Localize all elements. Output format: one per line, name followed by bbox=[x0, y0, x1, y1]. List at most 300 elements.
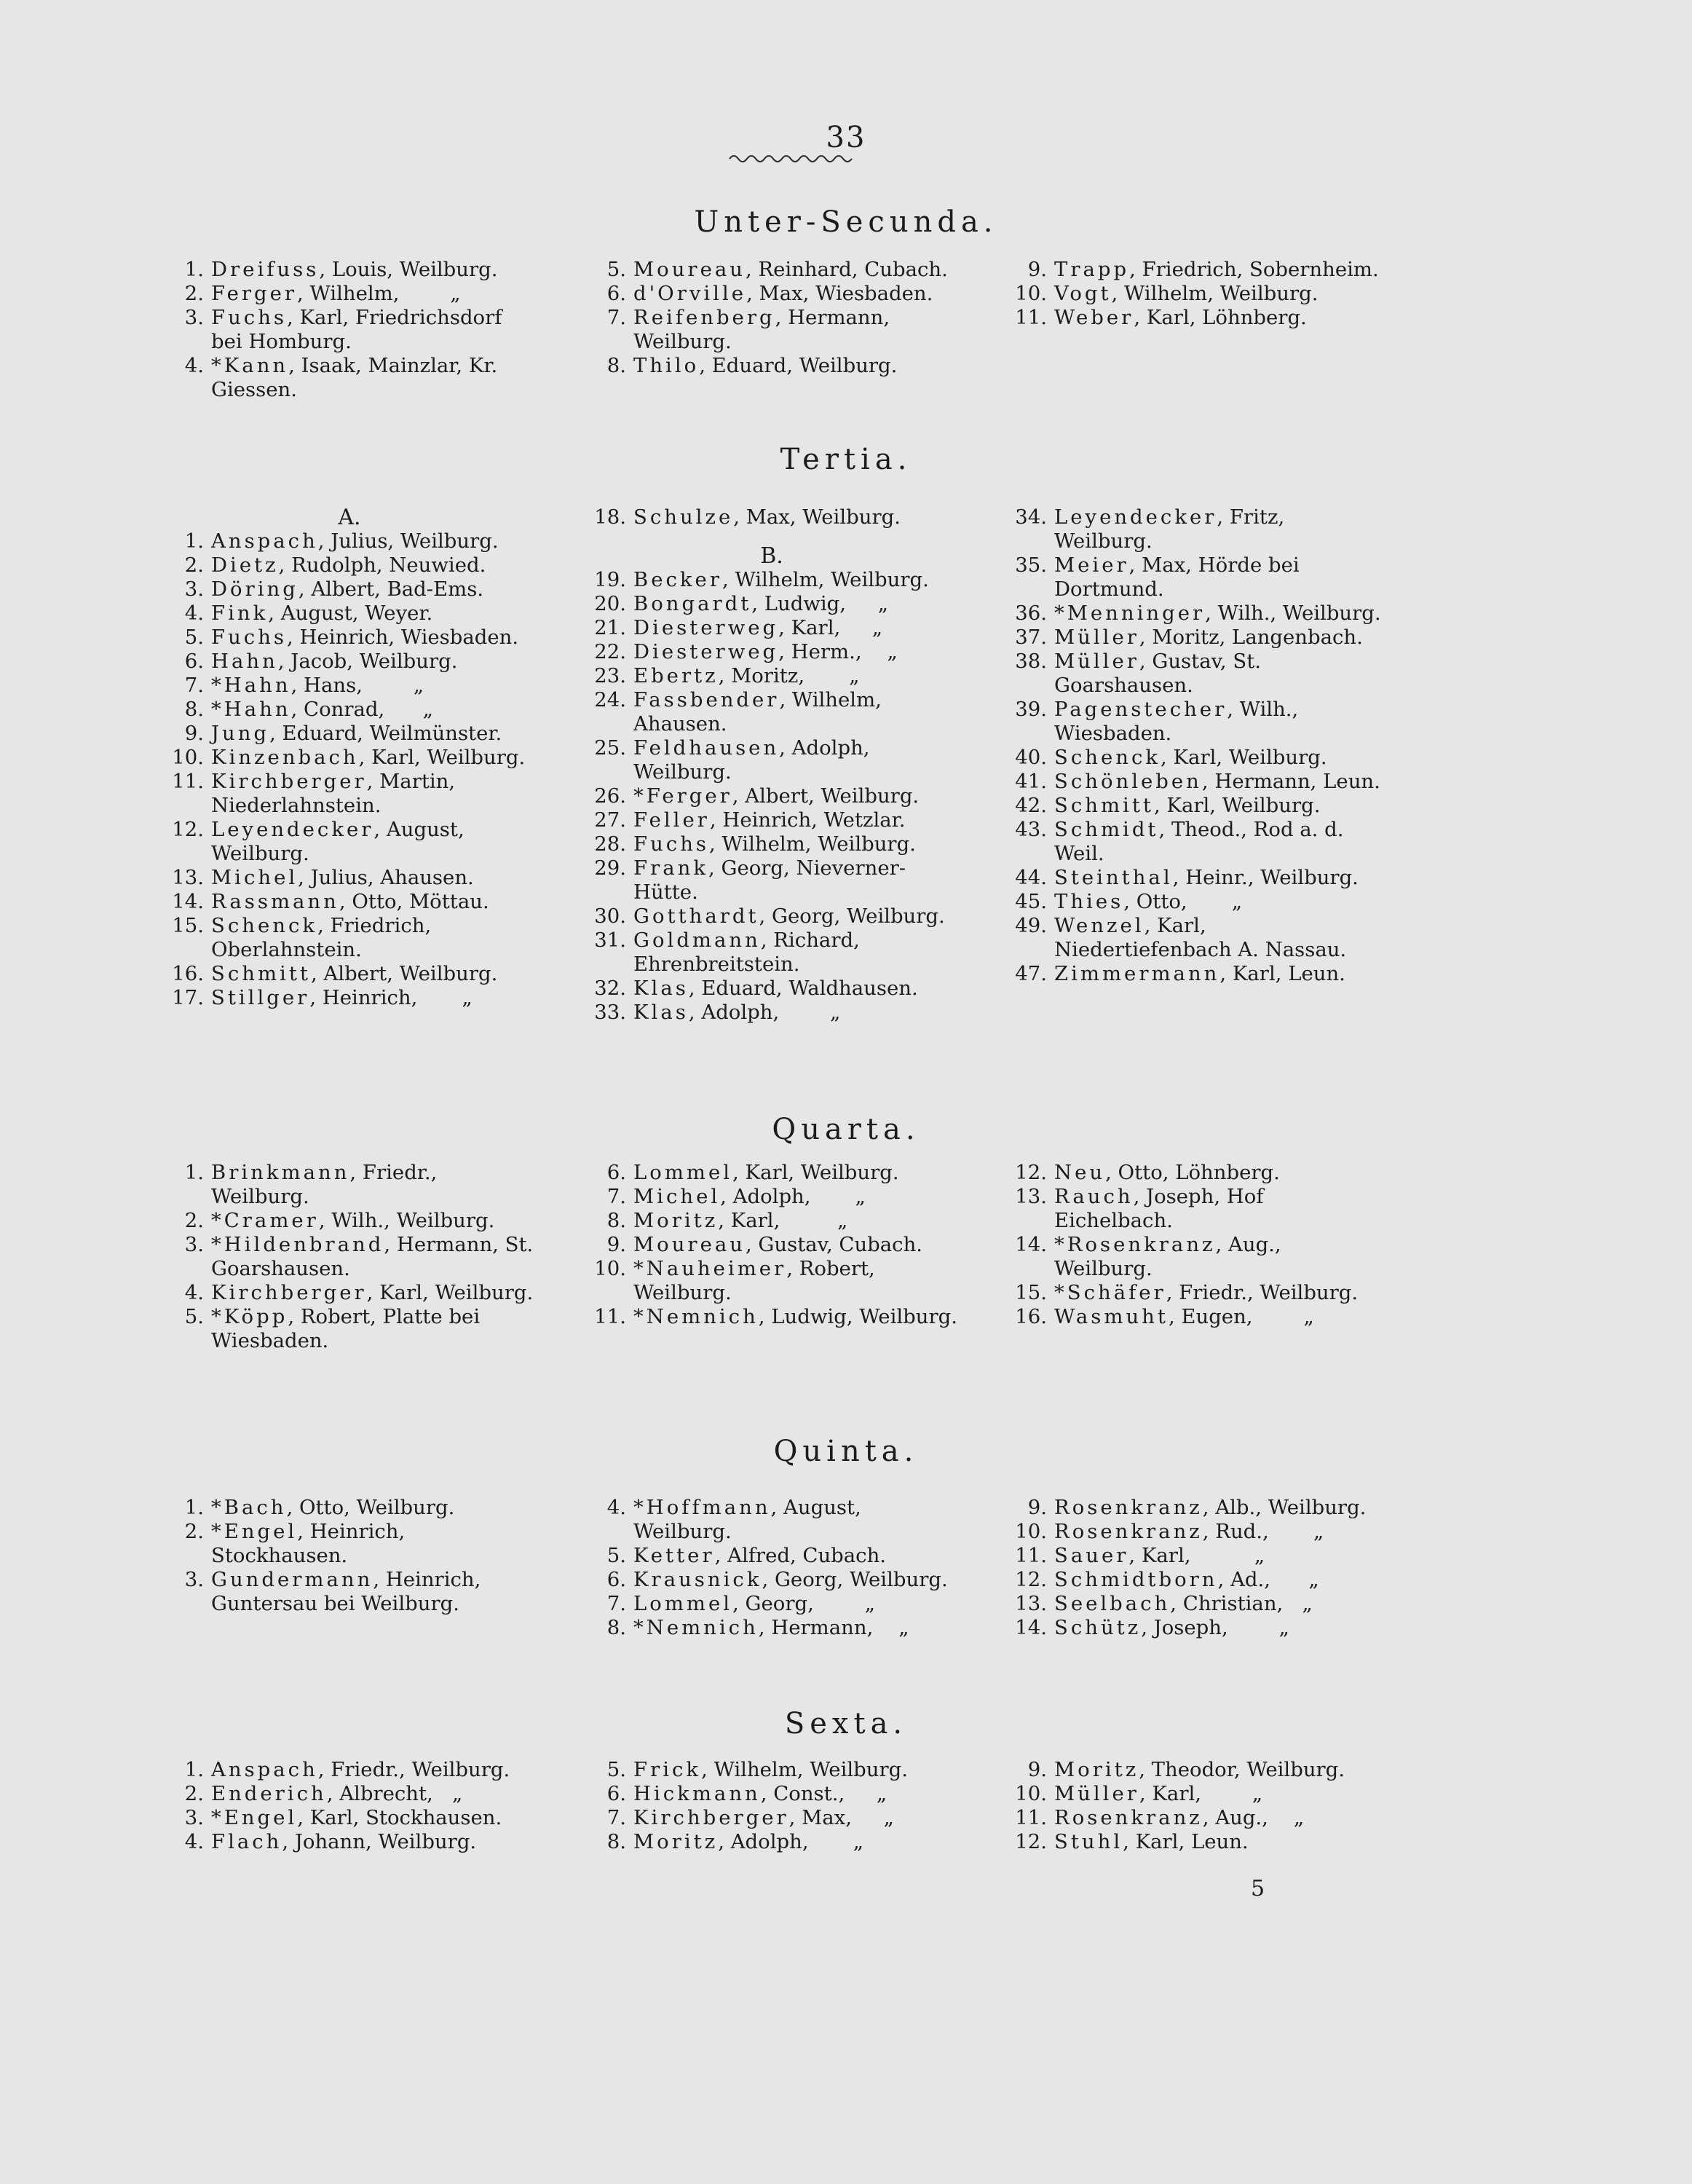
student-surname: Schütz bbox=[1054, 1616, 1142, 1639]
entry-number: 13. bbox=[172, 866, 204, 889]
ornament-flourish bbox=[728, 150, 859, 167]
list-item bbox=[160, 1161, 539, 1209]
student-surname: Dreifuss bbox=[211, 258, 320, 281]
list-item bbox=[1003, 1185, 1382, 1233]
student-details: , Friedrich, Sobernheim. bbox=[1129, 258, 1379, 281]
list-item bbox=[160, 698, 539, 722]
list-item bbox=[160, 674, 539, 698]
student-surname: Rauch bbox=[1054, 1185, 1134, 1208]
student-surname: Krausnick bbox=[633, 1568, 762, 1591]
entry-number: 5. bbox=[606, 258, 626, 281]
list-item bbox=[160, 1568, 539, 1616]
entry-number: 9. bbox=[1027, 258, 1047, 281]
entry-number: 3. bbox=[184, 306, 204, 329]
entry-number: 11. bbox=[172, 770, 204, 793]
list-item bbox=[582, 736, 961, 784]
student-surname: Moritz bbox=[633, 1209, 719, 1232]
student-surname: Müller bbox=[1054, 1782, 1139, 1805]
list-item bbox=[1003, 794, 1382, 818]
student-details: , Max, „ bbox=[788, 1806, 894, 1829]
student-details: , Albrecht, „ bbox=[326, 1782, 463, 1805]
student-surname: *Köpp bbox=[211, 1305, 288, 1328]
section-title: Quarta. bbox=[772, 1113, 920, 1146]
list-column bbox=[582, 258, 961, 378]
student-surname: Schenck bbox=[211, 914, 318, 937]
student-details: , Moritz, Langenbach. bbox=[1139, 626, 1363, 649]
list-item bbox=[582, 1616, 961, 1640]
student-details: , Ad., „ bbox=[1217, 1568, 1319, 1591]
student-details: , Otto, „ bbox=[1123, 890, 1243, 913]
list-item bbox=[582, 592, 961, 616]
list-item bbox=[160, 722, 539, 746]
section-title: Sexta. bbox=[784, 1707, 908, 1741]
student-details: , Hermann, Leun. bbox=[1201, 770, 1380, 793]
student-surname: *Cramer bbox=[211, 1209, 319, 1232]
entry-number: 35. bbox=[1015, 553, 1047, 577]
entry-number: 4. bbox=[184, 354, 204, 377]
entry-number: 18. bbox=[594, 505, 626, 529]
student-surname: *Hahn bbox=[211, 674, 291, 697]
entry-number: 1. bbox=[184, 1161, 204, 1184]
entry-number: 39. bbox=[1015, 698, 1047, 721]
student-surname: Gotthardt bbox=[633, 904, 759, 928]
entry-number: 23. bbox=[594, 664, 626, 687]
list-item bbox=[582, 306, 961, 354]
list-item bbox=[582, 568, 961, 592]
student-surname: *Kann bbox=[211, 354, 289, 377]
student-details: , Richard, Ehrenbreitstein. bbox=[633, 929, 866, 976]
student-surname: Lommel bbox=[633, 1592, 733, 1615]
student-details: , Karl, Weilburg. bbox=[1161, 746, 1327, 769]
section-title: Unter-Secunda. bbox=[694, 205, 998, 239]
student-surname: Klas bbox=[633, 1001, 689, 1024]
student-surname: Bongardt bbox=[633, 592, 752, 615]
student-surname: *Nauheimer bbox=[633, 1257, 787, 1280]
student-details: , Johann, Weilburg. bbox=[282, 1830, 477, 1853]
entry-number: 10. bbox=[172, 746, 204, 769]
list-item bbox=[1003, 746, 1382, 770]
student-details: , Karl, Weilburg. bbox=[366, 1281, 534, 1304]
student-surname: Frank bbox=[633, 856, 708, 880]
list-item bbox=[582, 929, 961, 977]
entry-number: 31. bbox=[594, 929, 626, 952]
student-surname: Vogt bbox=[1054, 282, 1112, 305]
student-surname: Diesterweg bbox=[633, 616, 779, 639]
student-surname: Rassmann bbox=[211, 890, 339, 913]
list-item bbox=[160, 258, 539, 282]
student-surname: Meier bbox=[1054, 553, 1129, 577]
list-item bbox=[160, 1782, 539, 1806]
list-item bbox=[1003, 1305, 1382, 1329]
student-surname: Schmitt bbox=[1054, 794, 1154, 817]
list-column bbox=[582, 505, 961, 1025]
entry-number: 15. bbox=[1015, 1281, 1047, 1304]
list-column bbox=[1003, 1496, 1382, 1640]
entry-number: 41. bbox=[1015, 770, 1047, 793]
list-item bbox=[160, 1233, 539, 1281]
list-item bbox=[1003, 258, 1382, 282]
list-item bbox=[582, 832, 961, 856]
list-item bbox=[582, 258, 961, 282]
student-surname: Ebertz bbox=[633, 664, 719, 687]
entry-number: 8. bbox=[606, 1616, 626, 1639]
student-details: , Moritz, „ bbox=[718, 664, 860, 687]
list-item bbox=[1003, 770, 1382, 794]
student-surname: Feller bbox=[633, 808, 710, 832]
list-item bbox=[1003, 650, 1382, 698]
entry-number: 13. bbox=[1015, 1592, 1047, 1615]
entry-number: 33. bbox=[594, 1001, 626, 1024]
entry-number: 22. bbox=[594, 640, 626, 663]
entry-number: 44. bbox=[1015, 866, 1047, 889]
entry-number: 5. bbox=[184, 1305, 204, 1328]
list-item bbox=[582, 1758, 961, 1782]
student-surname: Steinthal bbox=[1054, 866, 1173, 889]
student-details: , Robert, Weilburg. bbox=[633, 1257, 882, 1304]
student-details: , Wilhelm, Weilburg. bbox=[722, 568, 929, 591]
entry-number: 3. bbox=[184, 1233, 204, 1256]
entry-number: 2. bbox=[184, 1782, 204, 1805]
student-details: , Max, Hörde bei Dortmund. bbox=[1054, 553, 1306, 601]
entry-number: 10. bbox=[1015, 1520, 1047, 1543]
entry-number: 12. bbox=[1015, 1830, 1047, 1853]
list-item bbox=[1003, 1782, 1382, 1806]
entry-number: 6. bbox=[606, 1568, 626, 1591]
student-details: , Martin, Niederlahnstein. bbox=[211, 770, 462, 817]
list-item bbox=[582, 1544, 961, 1568]
list-column bbox=[1003, 1161, 1382, 1329]
student-details: , Christian, „ bbox=[1170, 1592, 1313, 1615]
list-item bbox=[160, 986, 539, 1010]
student-details: , Otto, Weilburg. bbox=[286, 1496, 455, 1519]
student-details: , Hermann, „ bbox=[758, 1616, 909, 1639]
student-surname: *Engel bbox=[211, 1806, 298, 1829]
entry-number: 6. bbox=[606, 1782, 626, 1805]
list-item bbox=[160, 866, 539, 890]
student-details: , August, Weilburg. bbox=[211, 818, 471, 865]
entry-number: 37. bbox=[1015, 626, 1047, 649]
entry-number: 5. bbox=[184, 626, 204, 649]
entry-number: 2. bbox=[184, 553, 204, 577]
list-item bbox=[582, 784, 961, 808]
entry-number: 2. bbox=[184, 282, 204, 305]
student-surname: Rosenkranz bbox=[1054, 1806, 1203, 1829]
list-column bbox=[160, 258, 539, 402]
student-surname: Michel bbox=[211, 866, 299, 889]
student-details: , Friedr., Weilburg. bbox=[1166, 1281, 1359, 1304]
student-surname: Trapp bbox=[1054, 258, 1130, 281]
student-surname: *Ferger bbox=[633, 784, 732, 808]
student-details: , Heinrich, Guntersau bei Weilburg. bbox=[211, 1568, 488, 1615]
student-surname: Zimmermann bbox=[1054, 962, 1220, 985]
list-column bbox=[1003, 1758, 1382, 1854]
student-details: , Wilhelm, „ bbox=[297, 282, 461, 305]
list-column bbox=[160, 1161, 539, 1353]
list-item bbox=[1003, 866, 1382, 890]
student-surname: Dietz bbox=[211, 553, 279, 577]
entry-number: 12. bbox=[172, 818, 204, 841]
student-details: , Karl, „ bbox=[1128, 1544, 1265, 1567]
entry-number: 2. bbox=[184, 1520, 204, 1543]
student-details: , Georg, „ bbox=[732, 1592, 875, 1615]
entry-number: 6. bbox=[606, 282, 626, 305]
student-details: , Gustav, St. Goarshausen. bbox=[1054, 650, 1268, 697]
list-item bbox=[582, 1161, 961, 1185]
list-item bbox=[160, 306, 539, 354]
list-column bbox=[1003, 258, 1382, 330]
student-details: , Karl, Weilburg. bbox=[358, 746, 526, 769]
student-details: , Aug., Weilburg. bbox=[1054, 1233, 1288, 1280]
entry-number: 6. bbox=[606, 1161, 626, 1184]
student-surname: Moureau bbox=[633, 1233, 746, 1256]
entry-number: 34. bbox=[1015, 505, 1047, 529]
list-item bbox=[1003, 1592, 1382, 1616]
list-item bbox=[160, 770, 539, 818]
student-details: , Robert, Platte bei Wiesbaden. bbox=[211, 1305, 486, 1352]
entry-number: 45. bbox=[1015, 890, 1047, 913]
student-surname: Fuchs bbox=[211, 306, 288, 329]
entry-number: 7. bbox=[606, 1806, 626, 1829]
student-details: , Joseph, Hof Eichelbach. bbox=[1054, 1185, 1270, 1232]
student-details: , Louis, Weilburg. bbox=[319, 258, 498, 281]
student-surname: Schönleben bbox=[1054, 770, 1202, 793]
student-surname: Hickmann bbox=[633, 1782, 761, 1805]
list-column bbox=[1003, 505, 1382, 986]
student-surname: Klas bbox=[633, 977, 689, 1000]
student-details: , Otto, Löhnberg. bbox=[1105, 1161, 1280, 1184]
list-item bbox=[1003, 1233, 1382, 1281]
student-surname: Seelbach bbox=[1054, 1592, 1171, 1615]
student-surname: Rosenkranz bbox=[1054, 1520, 1203, 1543]
entry-number: 29. bbox=[594, 856, 626, 880]
student-surname: Müller bbox=[1054, 626, 1139, 649]
list-item bbox=[1003, 698, 1382, 746]
subsection-label: A. bbox=[338, 505, 361, 530]
list-item bbox=[582, 1257, 961, 1305]
entry-number: 5. bbox=[606, 1758, 626, 1781]
student-surname: Schmidtborn bbox=[1054, 1568, 1218, 1591]
entry-number: 11. bbox=[594, 1305, 626, 1328]
student-details: , August, Weilburg. bbox=[633, 1496, 868, 1543]
student-details: , Albert, Bad-Ems. bbox=[298, 577, 484, 601]
entry-number: 10. bbox=[1015, 282, 1047, 305]
student-surname: Goldmann bbox=[633, 929, 761, 952]
list-item bbox=[582, 282, 961, 306]
entry-number: 16. bbox=[1015, 1305, 1047, 1328]
student-details: , Karl, „ bbox=[1139, 1782, 1263, 1805]
student-details: , Karl, Stockhausen. bbox=[297, 1806, 502, 1829]
student-surname: Moureau bbox=[633, 258, 746, 281]
entry-number: 1. bbox=[184, 258, 204, 281]
student-details: , Adolph, „ bbox=[688, 1001, 841, 1024]
list-column bbox=[160, 1758, 539, 1854]
student-details: , Max, Weilburg. bbox=[733, 505, 901, 529]
list-item bbox=[1003, 626, 1382, 650]
student-details: , Julius, Weilburg. bbox=[317, 529, 499, 553]
student-surname: Gundermann bbox=[211, 1568, 373, 1591]
list-item bbox=[1003, 890, 1382, 914]
student-details: , Wilhelm, Ahausen. bbox=[633, 688, 888, 736]
student-details: , Karl, Löhnberg. bbox=[1134, 306, 1307, 329]
entry-number: 32. bbox=[594, 977, 626, 1000]
student-details: , Ludwig, Weilburg. bbox=[758, 1305, 957, 1328]
student-details: , Heinrich, „ bbox=[309, 986, 473, 1009]
list-item bbox=[582, 808, 961, 832]
student-surname: Feldhausen bbox=[633, 736, 780, 760]
entry-number: 12. bbox=[1015, 1568, 1047, 1591]
student-details: , Julius, Ahausen. bbox=[298, 866, 474, 889]
student-surname: Lommel bbox=[633, 1161, 733, 1184]
list-item bbox=[582, 904, 961, 929]
student-details: , Theod., Rod a. d. Weil. bbox=[1054, 818, 1351, 865]
list-column bbox=[582, 1161, 961, 1329]
student-surname: Rosenkranz bbox=[1054, 1496, 1203, 1519]
entry-number: 26. bbox=[594, 784, 626, 808]
student-surname: Fassbender bbox=[633, 688, 780, 711]
student-surname: *Hoffmann bbox=[633, 1496, 771, 1519]
entry-number: 19. bbox=[594, 568, 626, 591]
list-item bbox=[582, 1209, 961, 1233]
student-surname: d'Orville bbox=[633, 282, 747, 305]
list-item bbox=[160, 1830, 539, 1854]
list-item bbox=[1003, 1758, 1382, 1782]
student-details: , Karl, „ bbox=[718, 1209, 848, 1232]
student-details: , Georg, Nieverner-Hütte. bbox=[633, 856, 906, 904]
list-item bbox=[582, 1806, 961, 1830]
entry-number: 47. bbox=[1015, 962, 1047, 985]
entry-number: 6. bbox=[184, 650, 204, 673]
entry-number: 9. bbox=[606, 1233, 626, 1256]
student-surname: Fuchs bbox=[211, 626, 288, 649]
student-surname: Schmidt bbox=[1054, 818, 1159, 841]
list-item bbox=[582, 1592, 961, 1616]
entry-number: 42. bbox=[1015, 794, 1047, 817]
student-details: , Karl, Leun. bbox=[1123, 1830, 1249, 1853]
entry-number: 38. bbox=[1015, 650, 1047, 673]
entry-number: 7. bbox=[184, 674, 204, 697]
student-details: , Conrad, „ bbox=[290, 698, 433, 721]
entry-number: 1. bbox=[184, 1496, 204, 1519]
entry-number: 8. bbox=[606, 1830, 626, 1853]
student-surname: *Menninger bbox=[1054, 602, 1206, 625]
list-item bbox=[582, 977, 961, 1001]
student-surname: *Hildenbrand bbox=[211, 1233, 384, 1256]
entry-number: 13. bbox=[1015, 1185, 1047, 1208]
list-item bbox=[582, 616, 961, 640]
student-surname: Anspach bbox=[211, 1758, 318, 1781]
entry-number: 17. bbox=[172, 986, 204, 1009]
entry-number: 9. bbox=[1027, 1758, 1047, 1781]
list-item bbox=[582, 640, 961, 664]
list-item bbox=[582, 1233, 961, 1257]
list-item bbox=[582, 664, 961, 688]
list-item bbox=[1003, 1568, 1382, 1592]
student-details: , Rud., „ bbox=[1202, 1520, 1324, 1543]
list-item bbox=[1003, 306, 1382, 330]
list-item bbox=[160, 746, 539, 770]
list-item bbox=[160, 282, 539, 306]
student-surname: Jung bbox=[211, 722, 270, 745]
student-details: , Georg, Weilburg. bbox=[762, 1568, 948, 1591]
entry-number: 3. bbox=[184, 577, 204, 601]
student-surname: Frick bbox=[633, 1758, 702, 1781]
student-details: , Aug., „ bbox=[1202, 1806, 1305, 1829]
student-details: , Friedrich, Oberlahnstein. bbox=[211, 914, 438, 961]
entry-number: 8. bbox=[606, 1209, 626, 1232]
entry-number: 2. bbox=[184, 1209, 204, 1232]
section-title: Tertia. bbox=[780, 443, 912, 476]
student-details: , Jacob, Weilburg. bbox=[277, 650, 458, 673]
entry-number: 20. bbox=[594, 592, 626, 615]
student-details: , Alfred, Cubach. bbox=[714, 1544, 887, 1567]
entry-number: 5. bbox=[606, 1544, 626, 1567]
entry-number: 4. bbox=[606, 1496, 626, 1519]
list-item bbox=[582, 505, 961, 529]
list-item bbox=[160, 650, 539, 674]
entry-number: 3. bbox=[184, 1806, 204, 1829]
list-item bbox=[160, 1806, 539, 1830]
student-details: , Max, Wiesbaden. bbox=[746, 282, 933, 305]
student-details: , Eduard, Weilburg. bbox=[699, 354, 898, 377]
student-details: , August, Weyer. bbox=[268, 602, 433, 625]
student-surname: Hahn bbox=[211, 650, 278, 673]
student-surname: Reifenberg bbox=[633, 306, 775, 329]
student-details: , Theodor, Weilburg. bbox=[1139, 1758, 1345, 1781]
student-surname: Kirchberger bbox=[211, 1281, 367, 1304]
entry-number: 7. bbox=[606, 306, 626, 329]
student-details: , Heinrich, Stockhausen. bbox=[211, 1520, 412, 1567]
list-item bbox=[1003, 818, 1382, 866]
student-surname: Becker bbox=[633, 568, 722, 591]
entry-number: 11. bbox=[1015, 1806, 1047, 1829]
list-item bbox=[582, 1830, 961, 1854]
student-surname: Wasmuht bbox=[1054, 1305, 1169, 1328]
list-item bbox=[1003, 914, 1382, 962]
entry-number: 4. bbox=[184, 602, 204, 625]
student-details: , Gustav, Cubach. bbox=[745, 1233, 923, 1256]
student-details: , Wilhelm, Weilburg. bbox=[1111, 282, 1319, 305]
list-item bbox=[160, 553, 539, 577]
list-item bbox=[582, 688, 961, 736]
student-details: , Albert, Weilburg. bbox=[310, 962, 498, 985]
list-item bbox=[1003, 1830, 1382, 1854]
student-details: , Reinhard, Cubach. bbox=[745, 258, 948, 281]
list-item bbox=[160, 1758, 539, 1782]
entry-number: 4. bbox=[184, 1830, 204, 1853]
student-details: , Heinr., Weilburg. bbox=[1172, 866, 1359, 889]
entry-number: 49. bbox=[1015, 914, 1047, 937]
entry-number: 11. bbox=[1015, 1544, 1047, 1567]
student-details: , Alb., Weilburg. bbox=[1202, 1496, 1367, 1519]
list-column bbox=[160, 505, 539, 1010]
signature-mark: 5 bbox=[1251, 1876, 1265, 1901]
list-item bbox=[160, 577, 539, 602]
student-details: , Eugen, „ bbox=[1168, 1305, 1314, 1328]
student-surname: Fink bbox=[211, 602, 269, 625]
entry-number: 14. bbox=[1015, 1616, 1047, 1639]
student-details: , Georg, Weilburg. bbox=[759, 904, 945, 928]
student-surname: Sauer bbox=[1054, 1544, 1129, 1567]
student-surname: Müller bbox=[1054, 650, 1139, 673]
entry-number: 24. bbox=[594, 688, 626, 711]
student-details: , Wilh., Wiesbaden. bbox=[1054, 698, 1305, 745]
student-details: , Wilh., Weilburg. bbox=[318, 1209, 495, 1232]
student-surname: Leyendecker bbox=[1054, 505, 1217, 529]
student-surname: Döring bbox=[211, 577, 299, 601]
list-item bbox=[160, 962, 539, 986]
student-details: , Fritz, Weilburg. bbox=[1054, 505, 1291, 553]
student-surname: Enderich bbox=[211, 1782, 327, 1805]
